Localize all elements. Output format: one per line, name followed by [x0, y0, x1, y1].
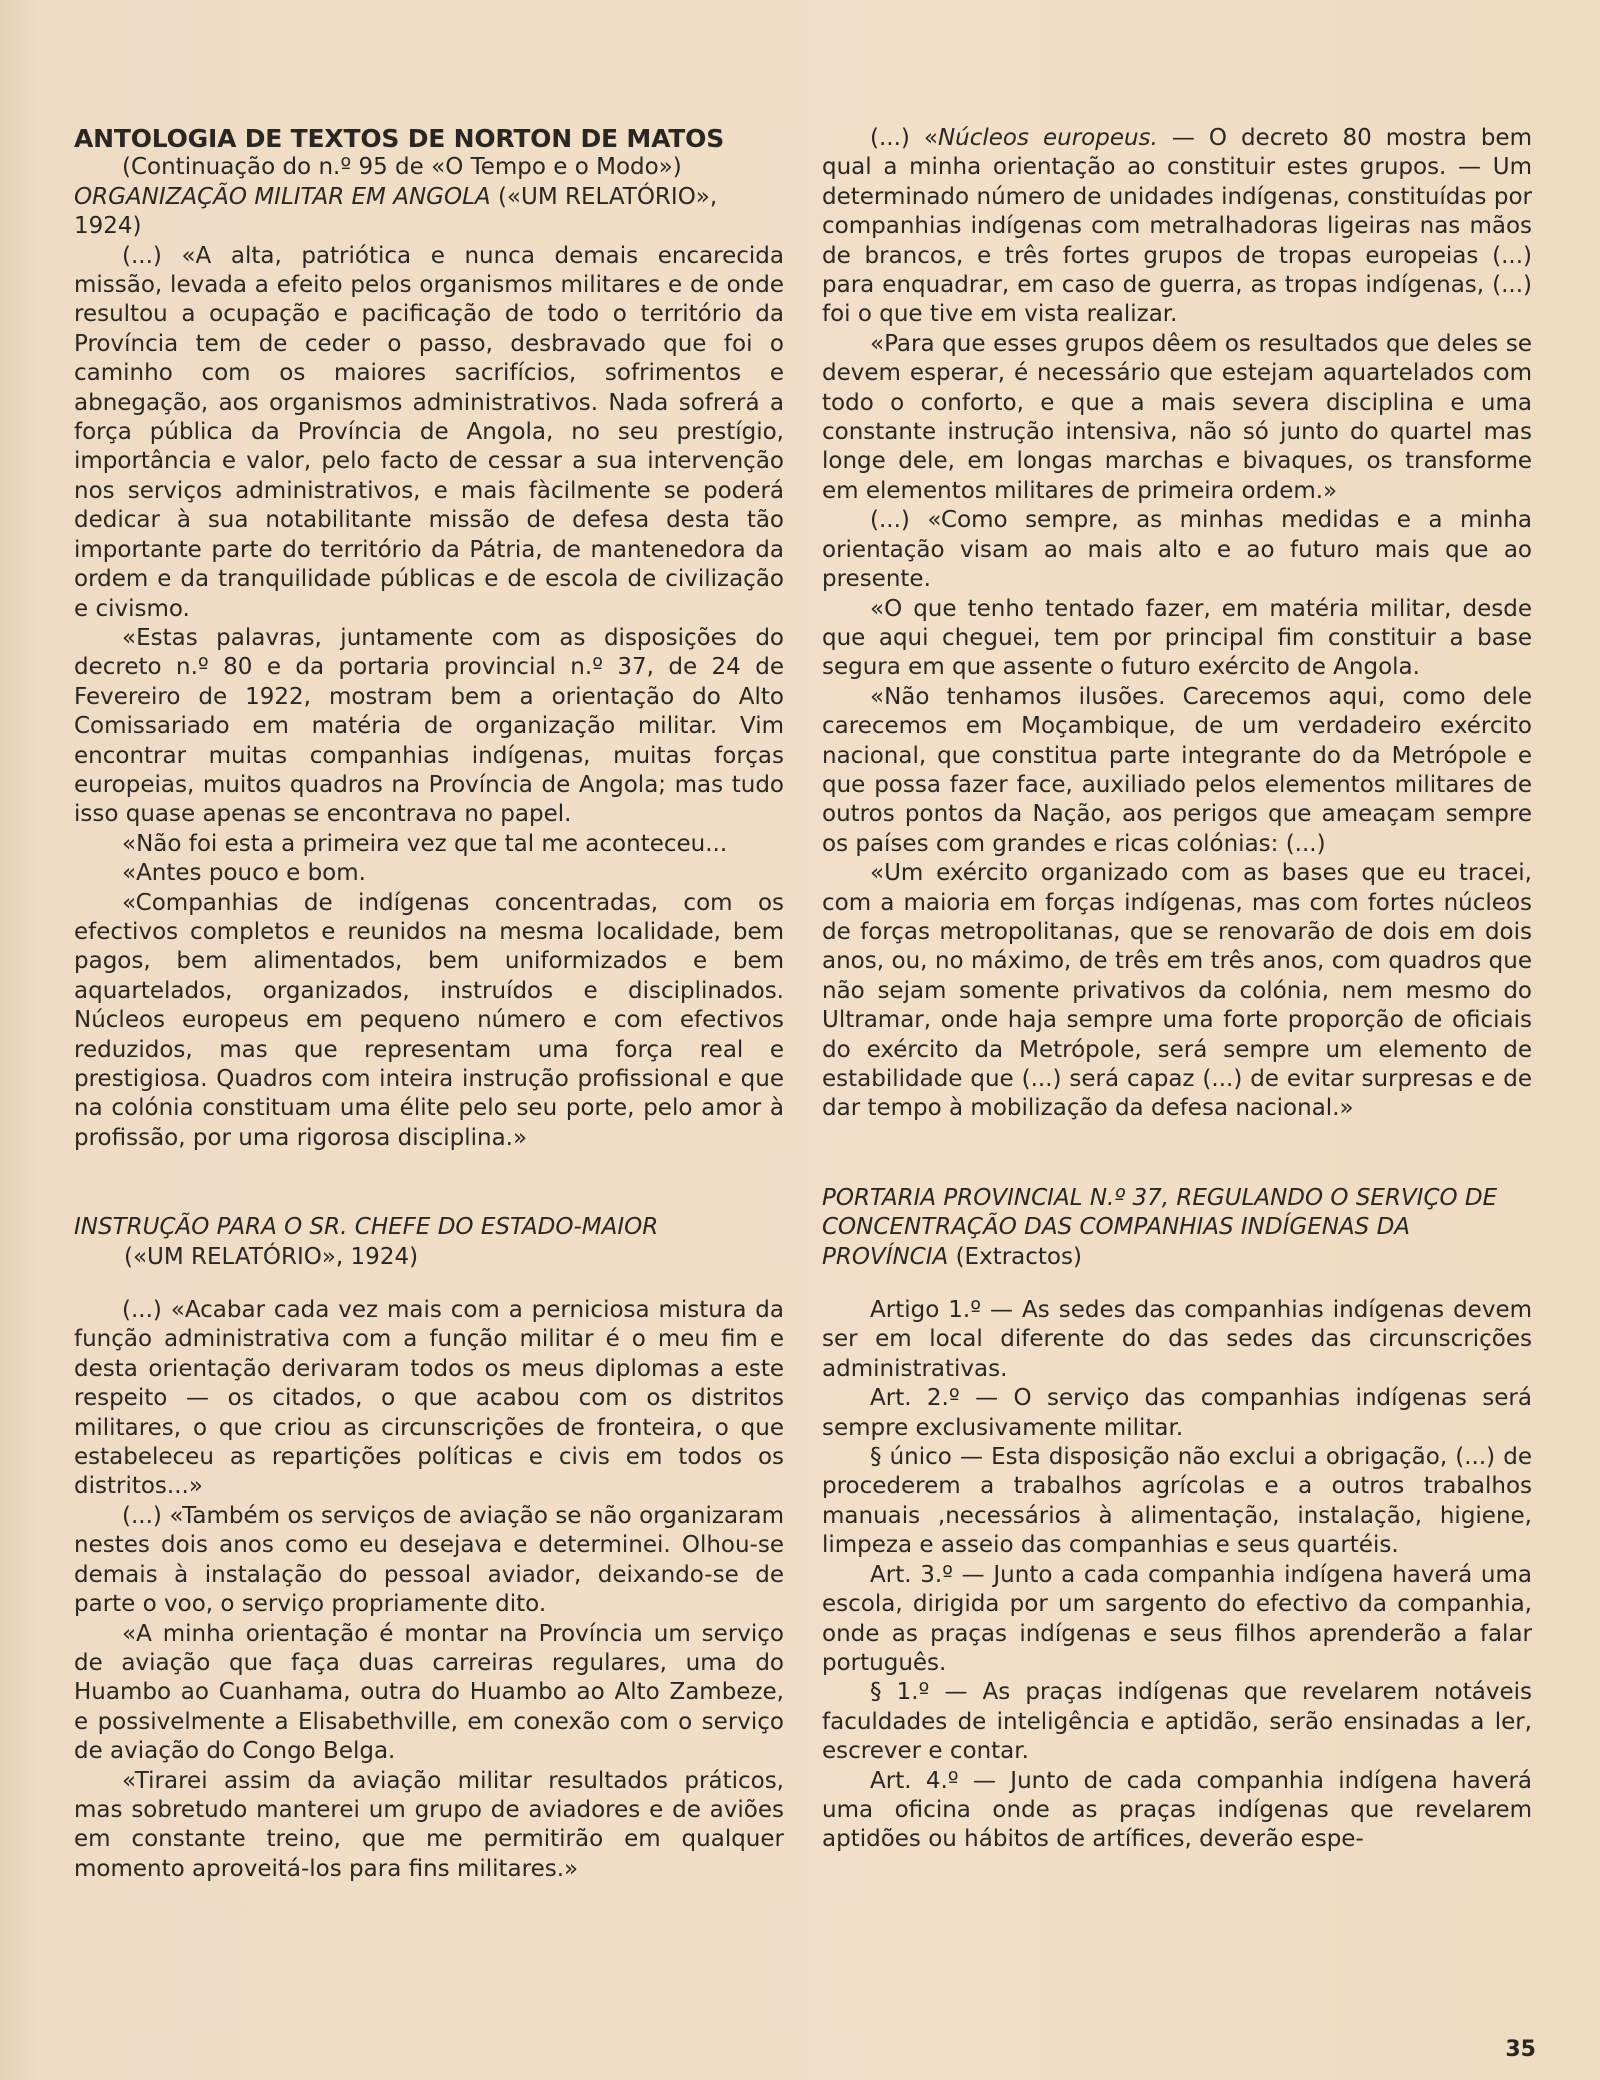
paragraph: § único — Esta disposição não exclui a obrigação, (...) de procederem a trabalhos agrícolas e a outros trabalhos manuais ,necessários à alimentação, instalação, higiene, limpeza e asseio das companhias e seus quartéis.: [822, 1444, 1532, 1559]
section-title-instrucao: [74, 1213, 784, 1272]
paragraph: (...) «Acabar cada vez mais com a perniciosa mistura da função administrativa com a função militar é o meu fim e desta orientação derivaram todos os meus diplomas a este respeito — os citados, o que acabou com os distritos militares, o que criou as circunscrições de fronteira, o que estabeleceu as repartições políticas e civis em todos os distritos...»: [74, 1297, 784, 1500]
text-prefix: (...) «: [870, 125, 938, 151]
paragraph: «O que tenho tentado fazer, em matéria militar, desde que aqui cheguei, tem por principal fim constituir a base segura em que assente o futuro exército de Angola.: [822, 595, 1532, 681]
paragraph: «Estas palavras, juntamente com as disposições do decreto n.º 80 e da portaria provincial n.º 37, de 24 de Fevereiro de 1922, mostram bem a orientação do Alto Comissariado em matéria de organização militar. Vim encontrar muitas companhias indígenas, muitas forças europeias, muitos quadros na Província de Angola; mas tudo isso quase apenas se encontrava no papel.: [74, 624, 784, 828]
paragraph: Art. 4.º — Junto de cada companhia indígena haverá uma oficina onde as praças indígenas que revelarem aptidões ou hábitos de artífices, deverão espe-: [822, 1767, 1532, 1853]
section-title-rest: («UM RELATÓRIO», 1924): [124, 1243, 419, 1270]
section-spacer: [822, 1272, 1532, 1296]
section-title-italic: INSTRUÇÃO PARA O SR. CHEFE DO ESTADO-MAIOR: [74, 1214, 659, 1241]
paragraph: § 1.º — As praças indígenas que revelarem notáveis faculdades de inteligência e aptidão, serão ensinadas a ler, escrever e contar.: [822, 1679, 1532, 1765]
paragraph: «Um exército organizado com as bases que eu tracei, com a maioria em forças indígenas, mas com fortes núcleos de forças metropolitanas, que se renovarão de dois em dois anos, ou, no máximo, de três em três anos, com quadros que não sejam somente privativos da colónia, nem mesmo do Ultramar, onde haja sempre uma forte proporção de oficiais do exército da Metrópole, será sempre um elemento de estabilidade que (...) será capaz (...) de evitar surpresas e de dar tempo à mobilização da defesa nacional.»: [822, 860, 1532, 1122]
section-title-rest: («UM RELATÓRIO», 1924): [74, 183, 718, 240]
paragraph: «Não tenhamos ilusões. Carecemos aqui, como dele carecemos em Moçambique, de um verdadeiro exército nacional, que constitua parte integrante do da Metrópole e que possa fazer face, auxiliado pelos elementos militares de outros pontos da Nação, aos perigos que ameaçam sempre os países com grandes e ricas colónias: (...): [822, 683, 1532, 857]
section-spacer: [74, 1272, 784, 1296]
paragraph: «A minha orientação é montar na Província um serviço de aviação que faça duas carreiras regulares, uma do Huambo ao Cuanhama, outra do Huambo ao Alto Zambeze, e possivelmente a Elisabethville, em conexão com o serviço de aviação do Congo Belga.: [74, 1620, 784, 1765]
paragraph: «Antes pouco e bom.: [122, 860, 366, 887]
paragraph: Art. 2.º — O serviço das companhias indígenas será sempre exclusivamente militar.: [822, 1385, 1532, 1441]
section-title-organizacao: [74, 183, 784, 242]
article-subheading: (Continuação do n.º 95 de «O Tempo e o Modo»): [122, 154, 682, 181]
paragraph: (...) «Também os serviços de aviação se não organizaram nestes dois anos como eu desejava e determinei. Olhou-se demais à instalação do pessoal aviador, deixando-se de parte o voo, o serviço propriamente dito.: [74, 1502, 784, 1618]
paragraph: Artigo 1.º — As sedes das companhias indígenas devem ser em local diferente do das sedes das circunscrições administrativas.: [822, 1297, 1532, 1382]
article-heading: ANTOLOGIA DE TEXTOS DE NORTON DE MATOS: [74, 124, 724, 153]
section-title-rest: (Extractos): [955, 1243, 1082, 1270]
paragraph: Art. 3.º — Junto a cada companhia indígena haverá uma escola, dirigida por um sargento do efectivo da companhia, onde as praças indígenas e seus filhos aprenderão a falar português.: [822, 1561, 1532, 1676]
paragraph: (...) «A alta, patriótica e nunca demais encarecida missão, levada a efeito pelos organismos militares e de onde resultou a ocupação e pacificação de todo o território da Província tem de ceder o passo, desbravado que foi o caminho com os maiores sacrifícios, sofrimentos e abnegação, aos organismos administrativos. Nada sofrerá a força pública da Província de Angola, no seu prestígio, importância e valor, pelo facto de cessar a sua intervenção nos serviços administrativos, e mais fàcilmente se poderá dedicar à sua notabilitante missão de defesa desta tão importante parte do território da Pátria, de mantenedora da ordem e da tranquilidade públicas e de escola de civilização e civismo.: [74, 242, 784, 622]
left-column: [74, 124, 784, 1884]
page-number: 35: [1505, 2037, 1536, 2062]
paragraph: «Tirarei assim da aviação militar resultados práticos, mas sobretudo manterei um grupo de aviadores e de aviões em constante treino, que me permitirão em qualquer momento aproveitá-los para fins militares.»: [74, 1767, 784, 1882]
paragraph-nucleos: [822, 124, 1532, 330]
section-title-portaria: [822, 1184, 1532, 1272]
right-column: [822, 124, 1532, 1855]
section-spacer: [822, 1124, 1532, 1184]
section-spacer: [74, 1153, 784, 1213]
paragraph: (...) «Como sempre, as minhas medidas e a minha orientação visam ao mais alto e ao futuro mais que ao presente.: [822, 507, 1532, 593]
section-title-italic: ORGANIZAÇÃO MILITAR EM ANGOLA: [74, 183, 491, 210]
section-title-italic: PORTARIA PROVINCIAL N.º 37, REGULANDO O SERVIÇO DE CONCENTRAÇÃO DAS COMPANHIAS INDÍGENAS DA PROVÍNCIA: [822, 1184, 1498, 1270]
text-rest: — O decreto 80 mostra bem qual a minha orientação ao constituir estes grupos. — Um determinado número de unidades indígenas, constituídas por companhias indígenas com metralhadoras ligeiras nas mãos de brancos, e três fortes grupos de tropas europeias (...) para enquadrar, em caso de guerra, as tropas indígenas, (...) foi o que tive em vista realizar.: [822, 125, 1532, 328]
paragraph: «Para que esses grupos dêem os resultados que deles se devem esperar, é necessário que estejam aquartelados com todo o conforto, e que a mais severa disciplina e uma constante instrução intensiva, não só junto do quartel mas longe dele, em longas marchas e bivaques, os transforme em elementos militares de primeira ordem.»: [822, 330, 1532, 504]
text-italic: Núcleos europeus.: [937, 125, 1158, 151]
paragraph: «Não foi esta a primeira vez que tal me aconteceu...: [122, 830, 728, 857]
paragraph: «Companhias de indígenas concentradas, com os efectivos completos e reunidos na mesma localidade, bem pagos, bem alimentados, bem uniformizados e bem aquartelados, organizados, instruídos e disciplinados. Núcleos europeus em pequeno número e com efectivos reduzidos, mas que representam uma força real e prestigiosa. Quadros com inteira instrução profissional e que na colónia constituam uma élite pelo seu porte, pelo amor à profissão, por uma rigorosa disciplina.»: [74, 889, 784, 1151]
